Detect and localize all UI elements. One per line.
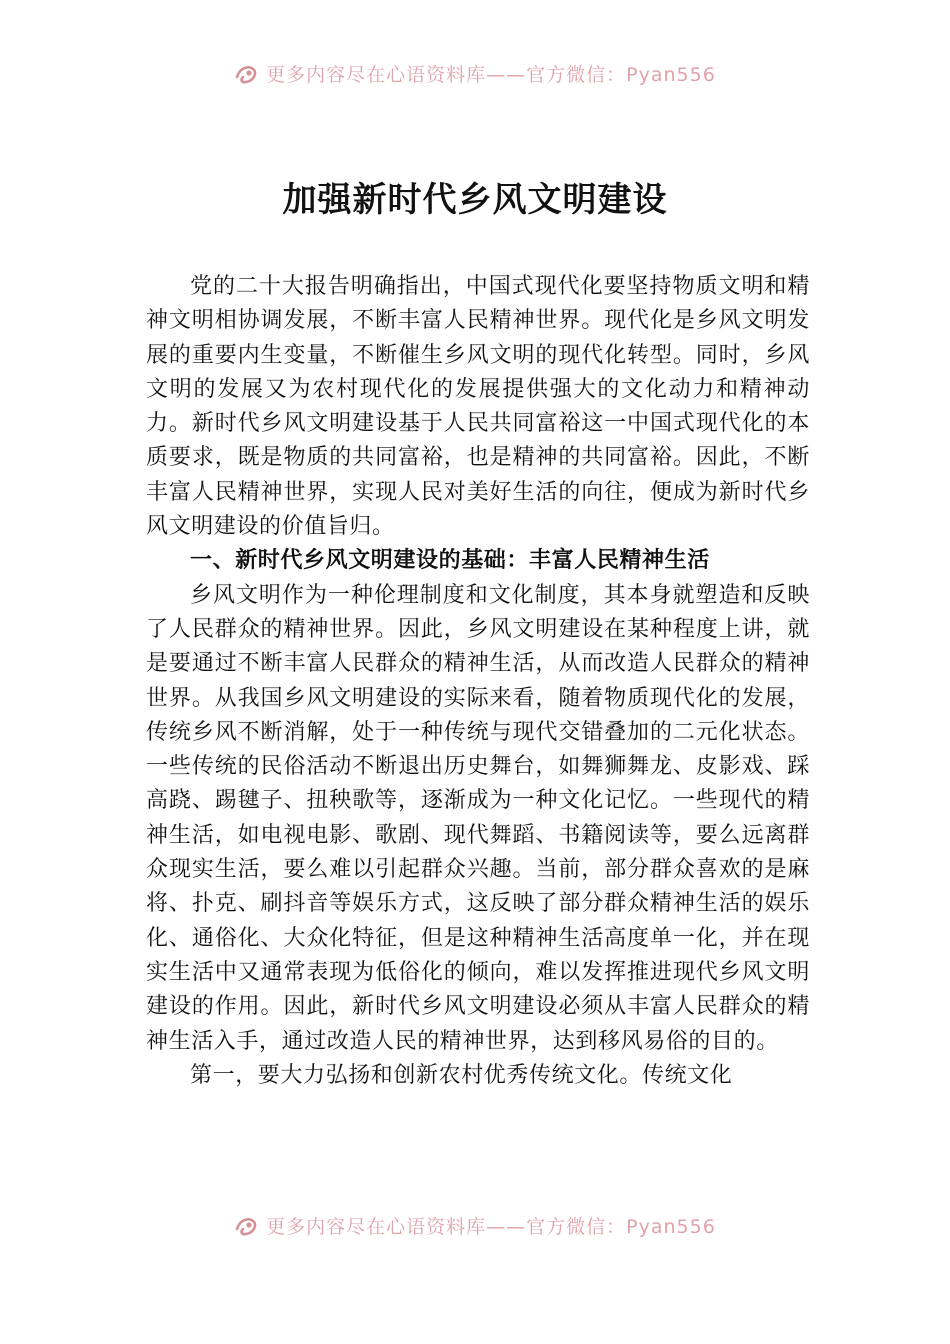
watermark-logo-icon <box>234 61 260 87</box>
body-paragraph: 乡风文明作为一种伦理制度和文化制度，其本身就塑造和反映了人民群众的精神世界。因此，乡风文明建设在某种程度上讲，就是要通过不断丰富人民群众的精神生活，从而改造人民群众的精神世界。从我国乡风文明建设的实际来看，随着物质现代化的发展，传统乡风不断消解，处于一种传统与现代交错叠加的二元化状态。一些传统的民俗活动不断退出历史舞台，如舞狮舞龙、皮影戏、踩高跷、踢毽子、扭秧歌等，逐渐成为一种文化记忆。一些现代的精神生活，如电视电影、歌剧、现代舞蹈、书籍阅读等，要么远离群众现实生活，要么难以引起群众兴趣。当前，部分群众喜欢的是麻将、扑克、刷抖音等娱乐方式，这反映了部分群众精神生活的娱乐化、通俗化、大众化特征，但是这种精神生活高度单一化，并在现实生活中又通常表现为低俗化的倾向，难以发挥推进现代乡风文明建设的作用。因此，新时代乡风文明建设必须从丰富人民群众的精神生活入手，通过改造人民的精神世界，达到移风易俗的目的。 <box>146 582 810 1054</box>
header-watermark <box>0 60 950 87</box>
document-title: 加强新时代乡风文明建设 <box>282 180 668 220</box>
intro-paragraph: 党的二十大报告明确指出，中国式现代化要坚持物质文明和精神文明相协调发展，不断丰富人民精神世界。现代化是乡风文明发展的重要内生变量，不断催生乡风文明的现代化转型。同时，乡风文明的发展又为农村现代化的发展提供强大的文化动力和精神动力。新时代乡风文明建设基于人民共同富裕这一中国式现代化的本质要求，既是物质的共同富裕，也是精神的共同富裕。因此，不断丰富人民精神世界，实现人民对美好生活的向往，便成为新时代乡风文明建设的价值旨归。 <box>146 274 810 540</box>
watermark-text: 更多内容尽在心语资料库——官方微信：Pyan556 <box>266 1216 716 1238</box>
watermark-text: 更多内容尽在心语资料库——官方微信：Pyan556 <box>266 64 716 86</box>
watermark-logo-icon <box>234 1213 260 1239</box>
document-body <box>146 270 810 1093</box>
body-paragraph: 第一，要大力弘扬和创新农村优秀传统文化。传统文化 <box>190 1062 733 1088</box>
footer-watermark <box>0 1212 950 1239</box>
section-heading: 一、新时代乡风文明建设的基础：丰富人民精神生活 <box>190 548 710 574</box>
